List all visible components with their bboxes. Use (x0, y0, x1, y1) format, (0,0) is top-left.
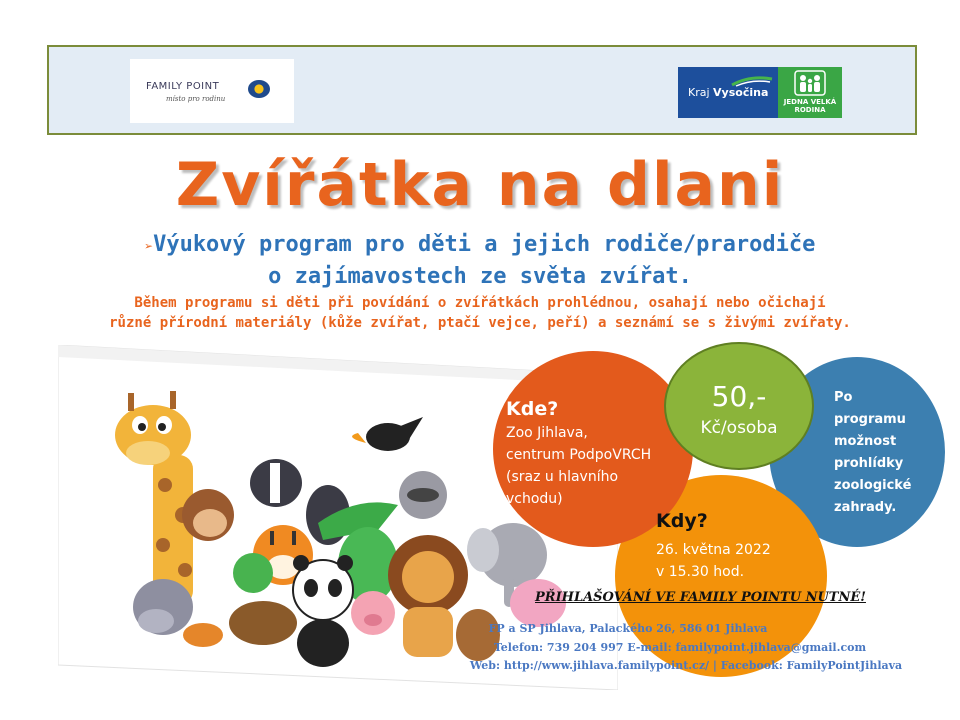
kraj-vysocina-wordmark (678, 67, 778, 118)
subtitle (0, 230, 960, 292)
family-point-tagline: místo pro rodinu (166, 95, 226, 103)
after-line-2: programu (834, 412, 906, 427)
kraj-vysocina-logo (678, 67, 842, 118)
family-point-dot-icon (248, 80, 270, 98)
after-line-5: zoologické (834, 478, 912, 493)
when-heading: Kdy? (656, 510, 708, 532)
where-line-4: vchodu) (506, 491, 563, 507)
raccoon-icon (399, 471, 447, 519)
where-line-3: (sraz u hlavního (506, 469, 619, 485)
when-date: 26. května 2022 (656, 542, 771, 558)
after-program-text (834, 387, 934, 519)
where-line-1: Zoo Jihlava, (506, 425, 588, 441)
contact-web: Web: http://www.jihlava.familypoint.cz/ | Facebook: FamilyPointJihlava (469, 659, 903, 672)
panda-icon (293, 555, 353, 667)
kraj-vysocina-text (688, 86, 768, 99)
when-details (656, 539, 816, 583)
where-line-2: centrum PodpoVRCH (506, 447, 652, 463)
monkey-icon (182, 489, 234, 541)
contact-phone-email: Telefon: 739 204 997 E-mail: familypoint.jihlava@gmail.com (493, 641, 867, 654)
kraj-prefix: Kraj (688, 86, 710, 99)
after-line-4: prohlídky (834, 456, 904, 471)
snake-icon (183, 623, 223, 647)
after-line-3: možnost (834, 434, 897, 449)
after-line-1: Po (834, 390, 853, 405)
pig-icon (351, 591, 395, 635)
family-point-name: FAMILY POINT (146, 81, 220, 92)
price-unit: Kč/osoba (700, 418, 778, 438)
when-time: v 15.30 hod. (656, 564, 745, 580)
registration-notice: PŘIHLAŠOVÁNÍ VE FAMILY POINTU NUTNÉ! (535, 590, 866, 605)
price-amount: 50,- (711, 380, 767, 413)
after-line-6: zahrady. (834, 500, 897, 515)
intro-line-1: Během programu si děti při povídání o zvířátkách prohlédnou, osahají nebo očichají (134, 295, 826, 311)
badge-line-2: RODINA (794, 106, 826, 114)
subtitle-text-1: Výukový program pro děti a jejich rodiče/prarodiče (153, 232, 816, 257)
hippo-icon (133, 579, 193, 635)
intro-line-2: různé přírodní materiály (kůže zvířat, ptačí vejce, peří) a seznámí se s živými zvířaty. (109, 315, 851, 331)
contact-address: FP a SP Jihlava, Palackého 26, 586 01 Jihlava (488, 622, 768, 635)
subtitle-line-1 (0, 230, 960, 262)
intro-text (0, 293, 960, 333)
where-details (506, 422, 686, 510)
kraj-name: Vysočina (713, 86, 769, 99)
where-heading: Kde? (506, 398, 559, 420)
family-point-logo (130, 59, 294, 123)
subtitle-line-2: o zajímavostech ze světa zvířat. (268, 264, 692, 289)
family-icon (794, 70, 826, 96)
page-title: Zvířátka na dlani (175, 150, 785, 220)
badge-text (778, 98, 842, 114)
arrow-bullet-icon: ➢ (144, 239, 154, 255)
badge-line-1: JEDNA VELKÁ (783, 98, 837, 106)
jedna-velka-rodina-badge (778, 67, 842, 118)
